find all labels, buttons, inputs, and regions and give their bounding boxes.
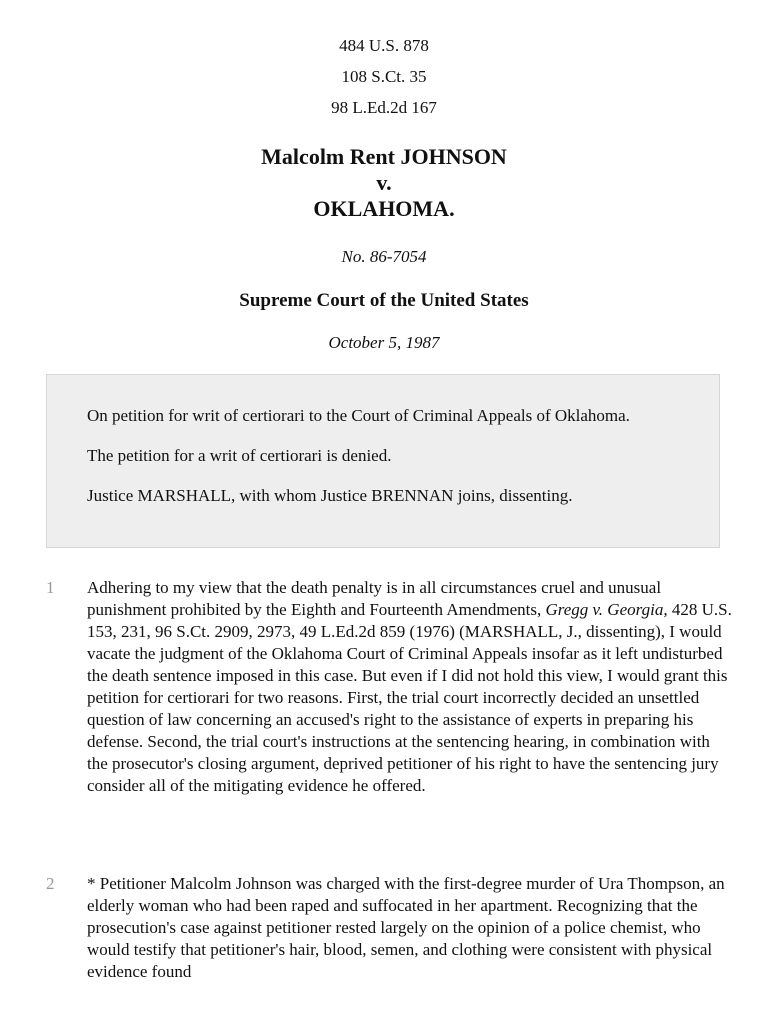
court-name: Supreme Court of the United States xyxy=(239,290,529,311)
docket-number: No. 86-7054 xyxy=(341,247,427,266)
petitioner-name: Malcolm Rent JOHNSON xyxy=(261,144,507,169)
paragraph-text: * Petitioner Malcolm Johnson was charged with the first-degree murder of Ura Thompson, an elderly woman who had been raped and suffocated in her apartment. Recognizing that the prosecution's case against petitioner rested largely on the opinion of a police chemist, who would testify that petitioner's hair, blood, semen, and clothing were consistent with physical evidence found xyxy=(87,874,725,981)
dissent-note: Justice MARSHALL, with whom Justice BRENNAN joins, dissenting. xyxy=(87,486,573,505)
supreme-court-reporter-citation: 108 S.Ct. 35 xyxy=(341,67,427,86)
case-citation-name: Gregg v. Georgia, xyxy=(545,600,668,619)
paragraph-number: 2 xyxy=(46,874,55,893)
versus: v. xyxy=(376,170,392,195)
paragraph-text-part: 428 U.S. 153, 231, 96 S.Ct. 2909, 2973, 49 L.Ed.2d 859 (1976) (MARSHALL, J., dissenting), I would vacate the judgment of the Oklahoma Court of Criminal Appeals insofar as it left undisturbed the death sentence imposed in this case. But even if I did not hold this view, I would grant this petition for certiorari for two reasons. First, the trial court incorrectly decided an unsettled question of law concerning an accused's right to the assistance of experts in preparing his defense. Second, the trial court's instructions at the sentencing hearing, in combination with the prosecutor's closing argument, deprived petitioner of his right to have the sentencing jury consider all of the mitigating evidence he offered. xyxy=(87,600,732,795)
respondent-name: OKLAHOMA. xyxy=(313,196,455,221)
paragraph-number: 1 xyxy=(46,578,55,597)
us-reports-citation: 484 U.S. 878 xyxy=(339,36,429,55)
decision-date: October 5, 1987 xyxy=(328,333,440,352)
petition-line: On petition for writ of certiorari to the Court of Criminal Appeals of Oklahoma. xyxy=(87,406,630,425)
citation-block xyxy=(0,30,768,123)
lawyers-edition-citation: 98 L.Ed.2d 167 xyxy=(331,98,437,117)
case-summary-box xyxy=(46,374,720,548)
case-title xyxy=(0,144,768,222)
paragraph-text xyxy=(87,577,732,797)
disposition: The petition for a writ of certiorari is denied. xyxy=(87,446,392,465)
paragraph-text-part: Adhering to my view that the death penalty is in all circumstances cruel and unusual punishment prohibited by the Eighth and Fourteenth Amendments, xyxy=(87,578,662,619)
